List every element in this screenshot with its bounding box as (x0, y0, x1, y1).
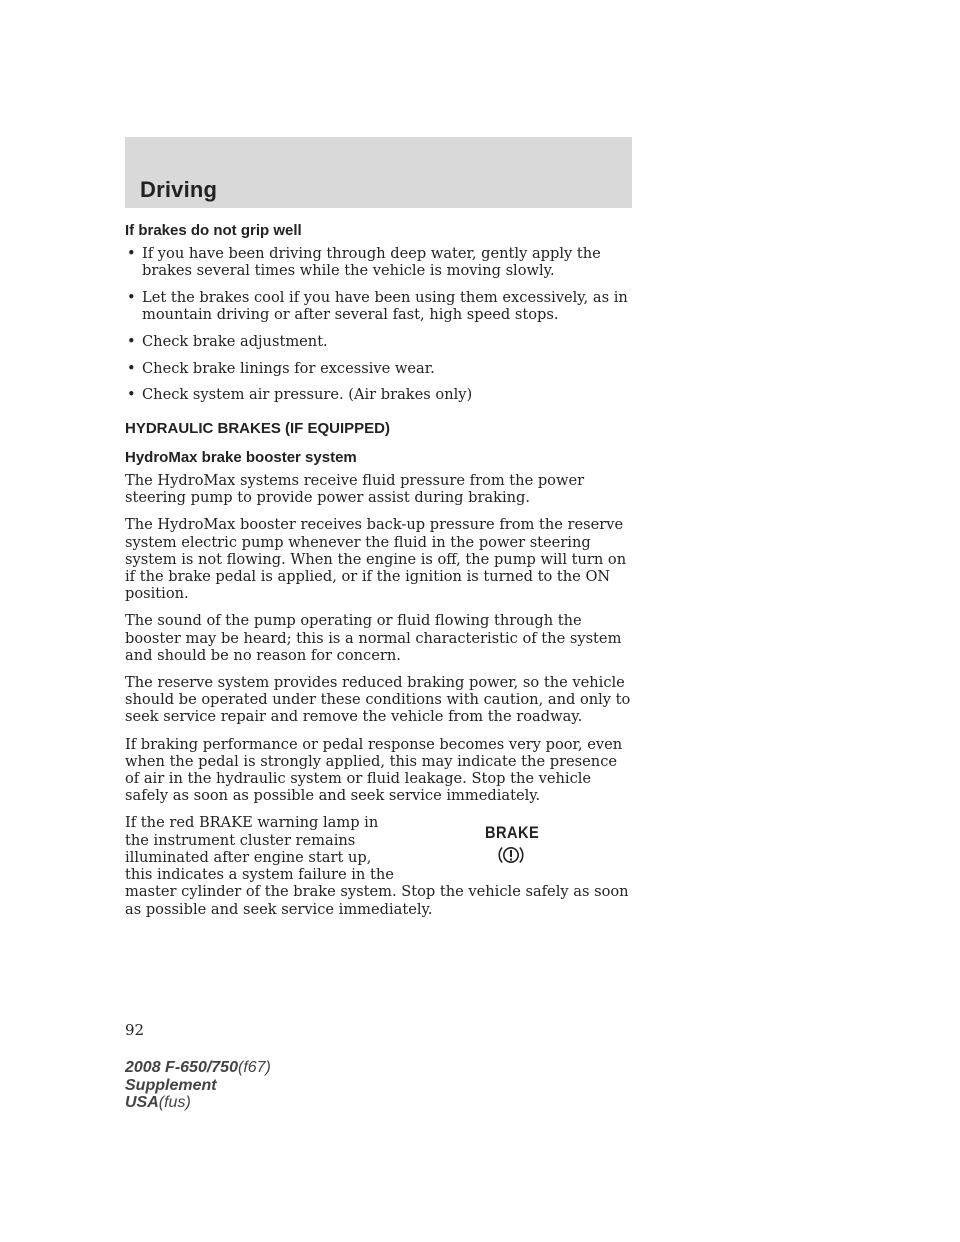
footer-model-line: 2008 F-650/750(f67) (125, 1059, 271, 1076)
bullet-icon: • (127, 289, 136, 307)
document-footer (125, 1059, 271, 1112)
page-number: 92 (125, 1021, 145, 1039)
list-item: • If you have been driving through deep water, gently apply the brakes several times while the vehicle is moving slowly. (127, 245, 601, 280)
paragraph: If braking performance or pedal response becomes very poor, even when the pedal is strongly applied, this may indicate the presence of air in the hydraulic system or fluid leakage. Stop the vehicle safely as soon as possible and seek service immediately. (125, 735, 623, 805)
brake-warning-paragraph (125, 814, 635, 917)
brake-warning-icon (497, 844, 525, 866)
paragraph: The HydroMax systems receive fluid pressure from the power steering pump to provide power assist during braking. (125, 472, 585, 507)
section-header-band (125, 137, 632, 208)
brake-warning-lamp (481, 824, 539, 874)
page-content (125, 222, 635, 918)
brake-lamp-label: BRAKE (485, 823, 540, 843)
warning-line: If the red BRAKE warning lamp in (125, 814, 379, 832)
bullet-icon: • (127, 359, 136, 377)
list-item: • Check brake linings for excessive wear. (127, 359, 435, 377)
list-item: • Check brake adjustment. (127, 333, 328, 351)
paragraph: The HydroMax booster receives back-up pressure from the reserve system electric pump whenever the fluid in the power steering system is not flowing. When the engine is off, the pump will turn on if the brake pedal is applied, or if the ignition is turned to the ON position. (125, 516, 627, 603)
paragraph: The sound of the pump operating or fluid flowing through the booster may be heard; this is a normal characteristic of the system and should be no reason for concern. (125, 612, 622, 664)
section-title: Driving (140, 177, 218, 202)
warning-text: master cylinder of the brake system. Stop the vehicle safely as soon as possible and seek service immediately. (125, 883, 629, 918)
bullet-icon: • (127, 386, 136, 404)
paragraph: The reserve system provides reduced braking power, so the vehicle should be operated under these conditions with caution, and only to seek service repair and remove the vehicle from the roadway. (125, 674, 631, 726)
warning-line: this indicates a system failure in the (125, 866, 394, 884)
warning-line: illuminated after engine start up, (125, 848, 372, 866)
bullet-list (125, 245, 635, 403)
list-item: • Check system air pressure. (Air brakes only) (127, 386, 473, 404)
heading-brakes-grip: If brakes do not grip well (125, 222, 302, 239)
heading-hydromax: HydroMax brake booster system (125, 448, 357, 466)
list-item: • Let the brakes cool if you have been using them excessively, as in mountain driving or after several fast, high speed stops. (127, 289, 628, 324)
footer-doc-type: Supplement (125, 1076, 217, 1094)
footer-market-line: USA(fus) (125, 1094, 191, 1111)
heading-hydraulic-brakes: HYDRAULIC BRAKES (IF EQUIPPED) (125, 419, 391, 437)
warning-line: the instrument cluster remains (125, 831, 356, 849)
bullet-icon: • (127, 245, 136, 263)
bullet-icon: • (127, 333, 136, 351)
